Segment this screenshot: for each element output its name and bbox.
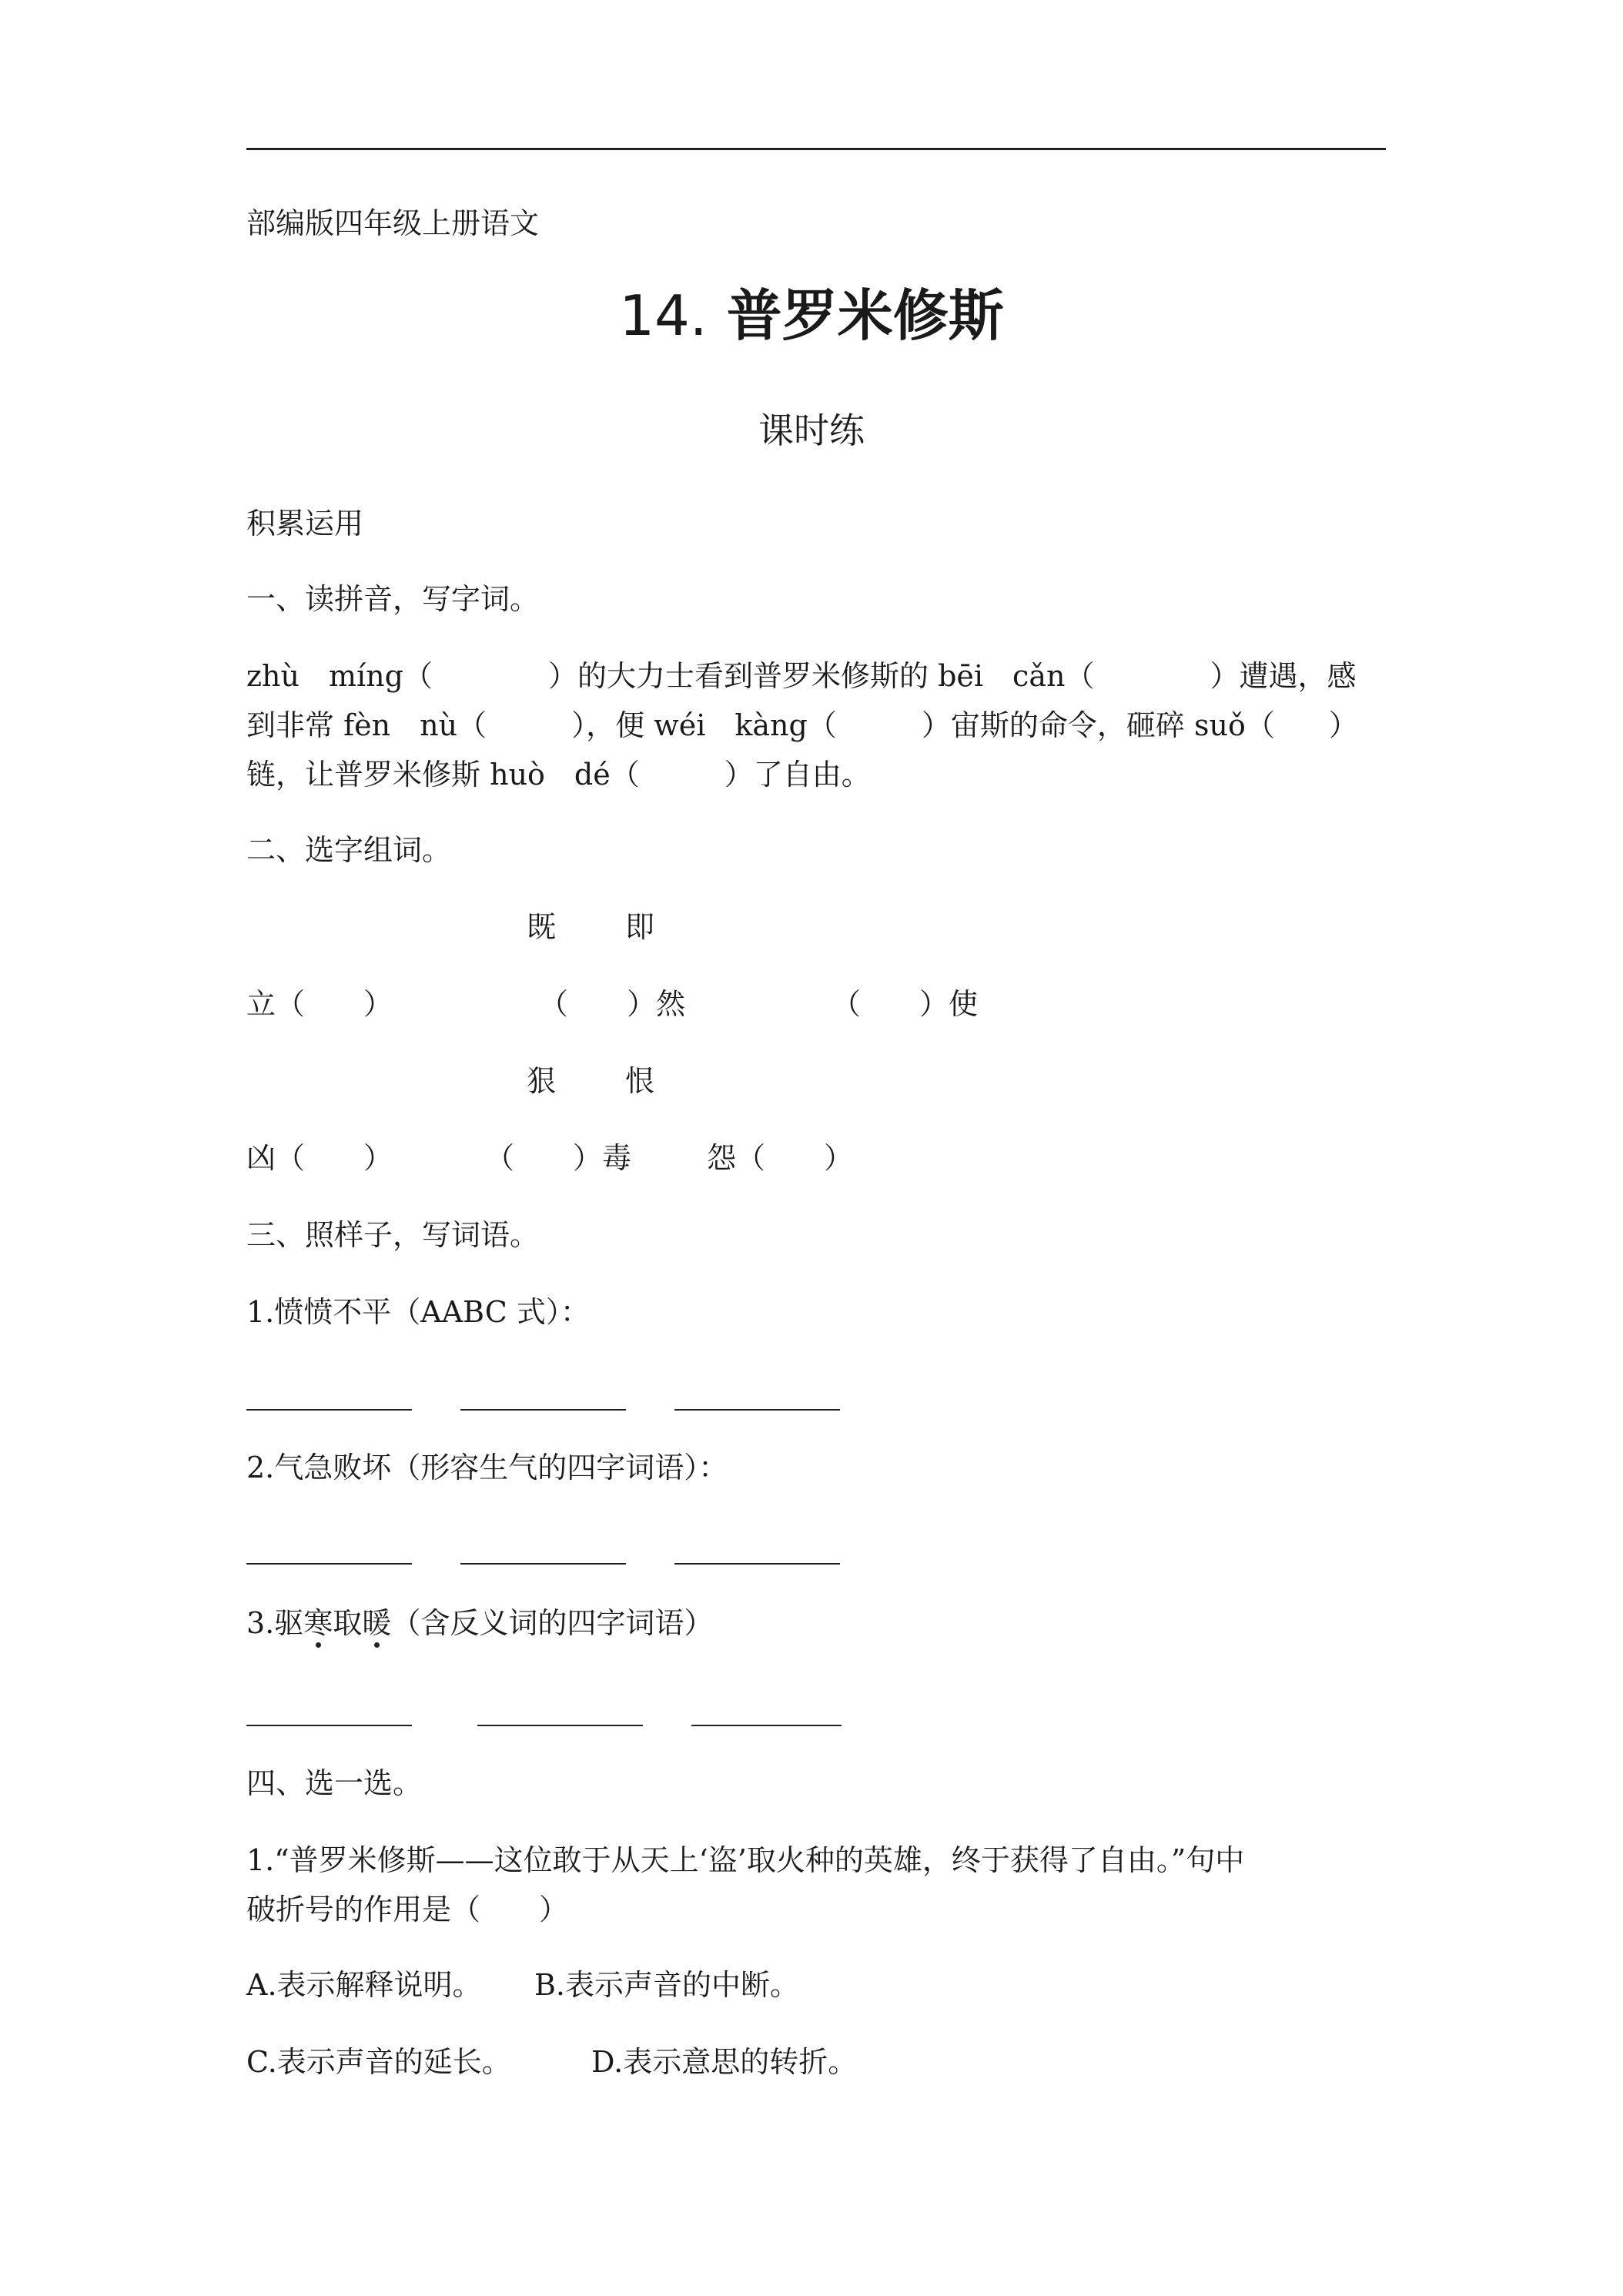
answer-line[interactable] bbox=[674, 1409, 840, 1411]
q1-line-2 bbox=[246, 705, 1358, 745]
answer-line[interactable] bbox=[477, 1725, 643, 1726]
q1-line-3 bbox=[246, 755, 871, 795]
answer-line[interactable] bbox=[691, 1725, 842, 1726]
text: ，便 bbox=[586, 708, 654, 742]
paren-close: ） bbox=[724, 758, 754, 792]
answer-line[interactable] bbox=[246, 1725, 412, 1726]
q3-heading: 三、照样子，写词语。 bbox=[246, 1218, 540, 1252]
pinyin: suǒ bbox=[1193, 708, 1246, 742]
choice-char: 狠 bbox=[527, 1064, 557, 1098]
text: 宙斯的命令，砸碎 bbox=[950, 708, 1194, 742]
q3-item-3 bbox=[246, 1603, 713, 1643]
paren-open: （ bbox=[403, 659, 433, 693]
text: 到非常 bbox=[246, 708, 344, 742]
q1-heading: 一、读拼音，写字词。 bbox=[246, 582, 540, 616]
q4-question-line-2: 破折号的作用是（ ） bbox=[246, 1893, 569, 1926]
q2-heading: 二、选字组词。 bbox=[246, 833, 452, 867]
word-blank-item[interactable]: 凶（ ） bbox=[246, 1141, 393, 1175]
pinyin: huò dé bbox=[490, 758, 611, 792]
q3-item-2: 2.气急败坏（形容生气的四字词语）： bbox=[246, 1451, 728, 1484]
q4-question-line-1: 1.“普罗米修斯——这位敢于从天上‘盗’取火种的英雄，终于获得了自由。”句中 bbox=[246, 1843, 1245, 1877]
option-c[interactable]: C.表示声音的延长。 bbox=[246, 2045, 511, 2079]
answer-line[interactable] bbox=[246, 1409, 412, 1411]
word-blank-item[interactable]: （ ）毒 bbox=[485, 1141, 632, 1175]
paren-open: （ bbox=[1245, 708, 1275, 742]
text: 遭遇，感 bbox=[1239, 659, 1357, 693]
text: 了自由。 bbox=[753, 758, 871, 792]
choice-char: 恨 bbox=[625, 1064, 655, 1098]
paren-open: （ bbox=[807, 708, 837, 742]
paren-open: （ bbox=[610, 758, 640, 792]
answer-line[interactable] bbox=[674, 1563, 840, 1565]
emphasis-dot-char: 暖 bbox=[362, 1606, 392, 1640]
option-b[interactable]: B.表示声音的中断。 bbox=[534, 1968, 800, 2002]
q4-heading: 四、选一选。 bbox=[246, 1766, 423, 1800]
word-blank-item[interactable]: 怨（ ） bbox=[707, 1141, 854, 1175]
text: （含反义词的四字词语） bbox=[391, 1606, 714, 1640]
word-blank-item[interactable]: （ ）然 bbox=[539, 987, 686, 1021]
title-number: 14. bbox=[619, 283, 708, 348]
answer-line[interactable] bbox=[460, 1409, 626, 1411]
page-subtitle: 课时练 bbox=[758, 410, 865, 451]
paren-open: （ bbox=[1065, 659, 1095, 693]
pinyin: zhù míng bbox=[246, 659, 403, 693]
choice-char: 既 bbox=[527, 910, 557, 944]
word-blank-item[interactable]: 立（ ） bbox=[246, 987, 393, 1021]
pinyin: fèn nù bbox=[343, 708, 458, 742]
paren-close: ） bbox=[921, 708, 951, 742]
option-d[interactable]: D.表示意思的转折。 bbox=[591, 2045, 858, 2079]
option-a[interactable]: A.表示解释说明。 bbox=[246, 1968, 482, 2002]
header-rule bbox=[246, 148, 1386, 150]
answer-line[interactable] bbox=[246, 1563, 412, 1565]
answer-line[interactable] bbox=[460, 1563, 626, 1565]
pinyin: wéi kàng bbox=[654, 708, 808, 742]
pinyin: bēi cǎn bbox=[938, 659, 1066, 693]
header-subject: 部编版四年级上册语文 bbox=[246, 206, 540, 240]
text: 取 bbox=[333, 1606, 363, 1640]
paren-close: ） bbox=[1210, 659, 1240, 693]
q1-line-1 bbox=[246, 656, 1357, 696]
text: 链，让普罗米修斯 bbox=[246, 758, 490, 792]
paren-close: ） bbox=[571, 708, 587, 742]
choice-char: 即 bbox=[625, 910, 655, 944]
word-blank-item[interactable]: （ ）使 bbox=[832, 987, 979, 1021]
paren-open: （ bbox=[457, 708, 487, 742]
text: 3.驱 bbox=[246, 1606, 304, 1640]
text: 的大力士看到普罗米修斯的 bbox=[577, 659, 939, 693]
paren-close: ） bbox=[547, 659, 577, 693]
q3-item-1: 1.愤愤不平（AABC 式）： bbox=[246, 1295, 590, 1329]
emphasis-dot-char: 寒 bbox=[303, 1606, 333, 1640]
page-title bbox=[0, 277, 1623, 354]
title-name: 普罗米修斯 bbox=[726, 283, 1004, 348]
paren-close: ） bbox=[1328, 708, 1358, 742]
section-heading: 积累运用 bbox=[246, 507, 364, 541]
